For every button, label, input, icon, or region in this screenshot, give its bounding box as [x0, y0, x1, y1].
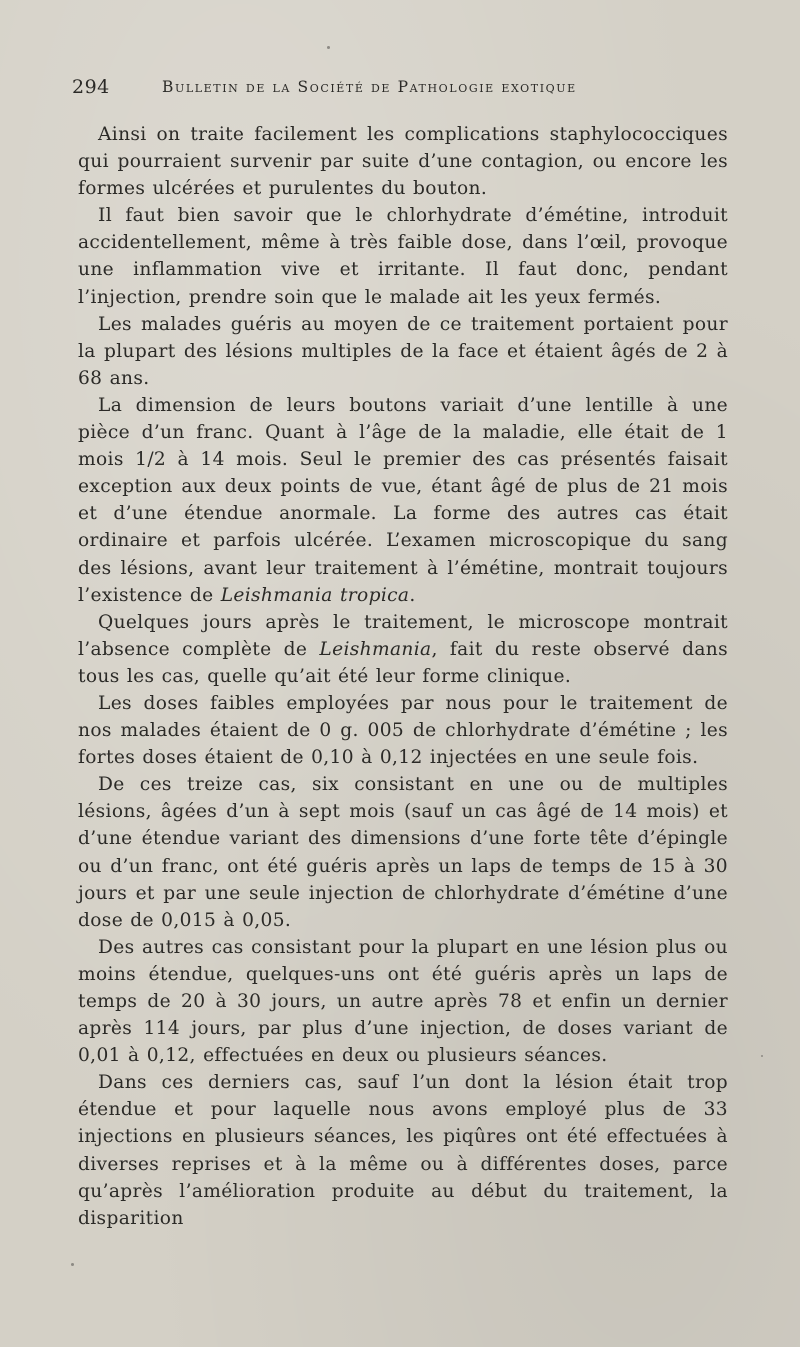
- paragraph-2: [78, 202, 728, 310]
- paragraph-7: [78, 771, 728, 934]
- paragraph-2-text: Il faut bien savoir que le chlorhydrate d’émétine, introduit accidentellement, même à très faible dose, dans l’œil, provoque une inflammation vive et irritante. Il faut donc, pendant l’injection, prendre soin que le malade ait les yeux fermés.: [78, 205, 728, 308]
- paragraph-4-end: .: [409, 584, 416, 606]
- paper-speck: [327, 46, 330, 49]
- paragraph-5-text: Quelques jours après le traitement, le microscope montrait l’absence complète de: [78, 611, 728, 660]
- paragraph-9-text: Dans ces derniers cas, sauf l’un dont la lésion était trop étendue et pour laquelle nous avons employé plus de 33 injections en plusieurs séances, les piqûres ont été effectuées à diverses reprises et à la même ou à différentes doses, parce qu’après l’amélioration produite au début du traitement, la disparition: [78, 1072, 728, 1229]
- paragraph-3: [78, 311, 728, 392]
- paragraph-6-text: Les doses faibles employées par nous pour le traitement de nos malades étaient de 0 g. 005 de chlorhydrate d’émétine ; les fortes doses étaient de 0,10 à 0,12 injectées en une seule fois.: [78, 692, 728, 769]
- species-name-leishmania: Leishmania: [319, 638, 432, 660]
- paragraph-5: [78, 609, 728, 690]
- body-text: [78, 121, 728, 1232]
- paragraph-8-text: Des autres cas consistant pour la plupart en une lésion plus ou moins étendue, quelques-uns ont été guéris après un laps de temps de 20 à 30 jours, un autre après 78 et enfin un dernier après 114 jours, par plus d’une injection, de doses variant de 0,01 à 0,12, effectuées en deux ou plusieurs séances.: [78, 936, 728, 1067]
- page-number: 294: [72, 76, 110, 98]
- paragraph-5-end: , fait du reste observé dans tous les cas, quelle qu’ait été leur forme clinique.: [78, 638, 728, 687]
- paragraph-4-text: La dimension de leurs boutons variait d’une lentille à une pièce d’un franc. Quant à l’âge de la maladie, elle était de 1 mois 1/2 à 14 mois. Seul le premier des cas présentés faisait exception aux deux points de vue, étant âgé de plus de 21 mois et d’une étendue anormale. La forme des autres cas était ordinaire et parfois ulcérée. L’examen microscopique du sang des lésions, avant leur traitement à l’émétine, montrait toujours l’existence de: [78, 394, 728, 606]
- paper-speck: [71, 1263, 74, 1266]
- journal-title: Bulletin de la Société de Pathologie exotique: [162, 78, 577, 96]
- paragraph-1: [78, 121, 728, 202]
- paragraph-8: [78, 934, 728, 1069]
- paper-speck: [761, 1055, 763, 1057]
- paragraph-6: [78, 690, 728, 771]
- paragraph-4: [78, 392, 728, 609]
- paragraph-7-text: De ces treize cas, six consistant en une ou de multiples lésions, âgées d’un à sept mois (sauf un cas âgé de 14 mois) et d’une étendue variant des dimensions d’une forte tête d’épingle ou d’un franc, ont été guéris après un laps de temps de 15 à 30 jours et par une seule injection de chlorhydrate d’émétine d’une dose de 0,015 à 0,05.: [78, 774, 728, 931]
- running-head: [70, 76, 730, 104]
- species-name-leishmania-tropica: Leishmania tropica: [220, 584, 410, 606]
- paragraph-9: [78, 1069, 728, 1232]
- paragraph-1-text: Ainsi on traite facilement les complications staphylococciques qui pourraient survenir par suite d’une contagion, ou encore les formes ulcérées et purulentes du bouton.: [78, 124, 728, 200]
- paragraph-3-text: Les malades guéris au moyen de ce traitement portaient pour la plupart des lésions multiples de la face et étaient âgés de 2 à 68 ans.: [78, 313, 728, 389]
